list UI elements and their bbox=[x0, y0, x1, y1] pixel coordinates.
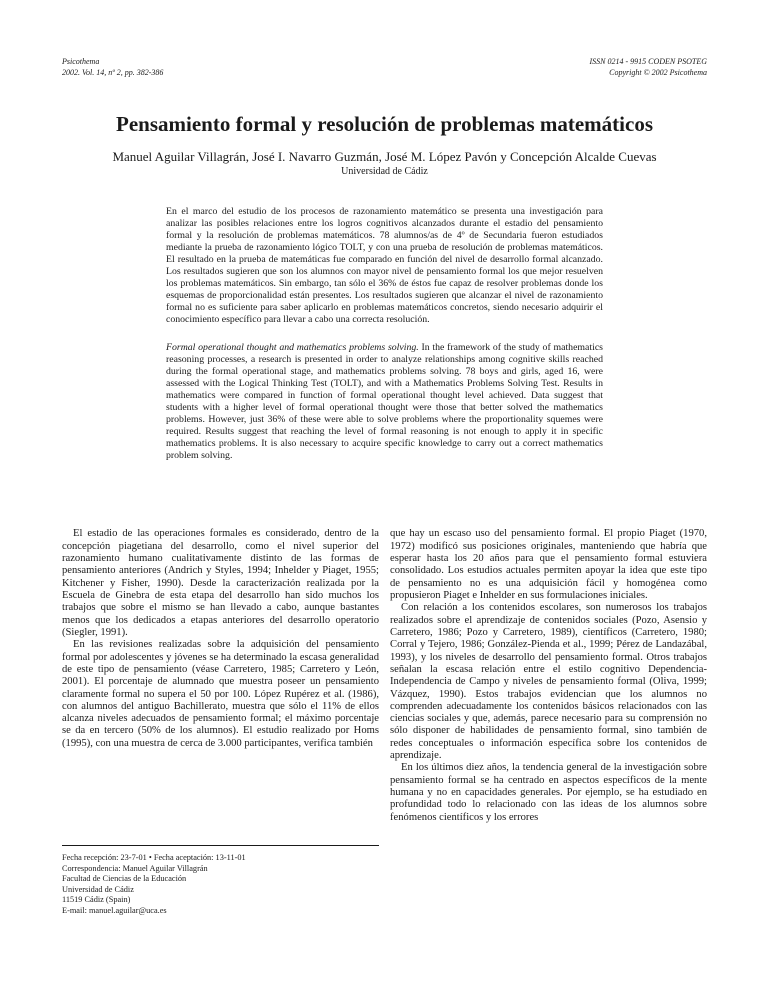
body-paragraph: En los últimos diez años, la tendencia general de la investigación sobre pensamiento formal se ha centrado en aspectos específicos de la mente humana y no en capacidades generales. Por ejemplo, se ha estudiado en profundidad todo lo relacionado con las ideas de los alumnos sobre fenómenos científicos y los errores bbox=[390, 762, 707, 823]
article-body bbox=[62, 528, 707, 916]
footnote-line: 11519 Cádiz (Spain) bbox=[62, 895, 131, 905]
journal-name: Psicothema bbox=[62, 57, 100, 66]
journal-issue: 2002. Vol. 14, nº 2, pp. 382-386 bbox=[62, 67, 164, 77]
footnote-line: Fecha recepción: 23-7-01 • Fecha aceptación: 13-11-01 bbox=[62, 853, 246, 863]
journal-info bbox=[62, 57, 163, 79]
paper-title: Pensamiento formal y resolución de problemas matemáticos bbox=[116, 111, 653, 136]
copyright-text: Copyright © 2002 Psicothema bbox=[609, 67, 707, 77]
issn-info bbox=[589, 57, 707, 79]
abstract-english-lead: Formal operational thought and mathematics problems solving. bbox=[166, 342, 419, 354]
right-column bbox=[390, 528, 707, 916]
abstract-english-body: In the framework of the study of mathematics reasoning processes, a research is presented in order to analyze relationships among cognitive skills reached during the formal operational stage, and mathematics problems solving. 78 boys and girls, aged 16, were assessed with the Logical Thinking Test (TOLT), and with a Mathematics Problems Solving Test. Results in mathematics were compared in function of formal operational thought level achieved. Data suggest that students with a higher level of formal operational thought were those that better solved the mathematics problems. However, just 36% of these were able to solve problems where the proportionality squemes were required. Results suggest that reaching the level of formal reasoning is not enough to apply it in specific mathematics problems. It is also necessary to acquire specific knowledge to carry out a correct mathematics problem solving. bbox=[166, 342, 603, 462]
authors-line: Manuel Aguilar Villagrán, José I. Navarro Guzmán, José M. López Pavón y Concepción Alcalde Cuevas bbox=[112, 148, 657, 164]
footnote-line: E-mail: manuel.aguilar@uca.es bbox=[62, 905, 167, 915]
issn-code: ISSN 0214 - 9915 CODEN PSOTEG bbox=[589, 57, 707, 66]
page-header bbox=[62, 57, 707, 79]
body-paragraph: En las revisiones realizadas sobre la adquisición del pensamiento formal por adolescentes y jóvenes se ha determinado la escasa generalidad de este tipo de pensamiento (véase Carretero, 1985; Carretero y León, 2001). El porcentaje de alumnado que muestra poseer un pensamiento claramente formal no supera el 50 por 100. López Rupérez et al. (1986), con alumnos del antiguo Bachillerato, muestra que sólo el 11% de ellos alcanza niveles adecuados de pensamiento formal; el máximo porcentaje se da en tercero (50% de los alumnos). El estudio realizado por Homs (1995), con una muestra de cerca de 3.000 participantes, verifica también bbox=[62, 639, 379, 749]
body-paragraph: El estadio de las operaciones formales es considerado, dentro de la concepción piagetiana del desarrollo, como el nivel superior del razonamiento humano cualitativamente distinto de las formas de pensamiento anteriores (Andrich y Styles, 1994; Inhelder y Piaget, 1955; Kitchener y Fisher, 1990). Desde la caracterización realizada por la Escuela de Ginebra de esta etapa del desarrollo han sido muchos los trabajos que sobre el mismo se han llevado a cabo, aunque bastantes menos que los dedicados a etapas anteriores del desarrollo operatorio (Siegler, 1991). bbox=[62, 528, 379, 638]
body-paragraph: que hay un escaso uso del pensamiento formal. El propio Piaget (1970, 1972) modificó sus posiciones originales, manteniendo que habría que esperar hasta los 20 años para que el pensamiento formal estuviera consolidado. Los estudios actuales permiten apoyar la idea que este tipo de pensamiento no es una adquisición fácil y homogénea como propusieron Piaget e Inhelder en sus formulaciones iniciales. bbox=[390, 528, 707, 601]
footnote-line: Facultad de Ciencias de la Educación bbox=[62, 874, 187, 884]
abstract-spanish: En el marco del estudio de los procesos de razonamiento matemático se presenta una investigación para analizar las posibles relaciones entre los logros cognitivos alcanzados durante el estadio del pensamiento formal y la resolución de problemas matemáticos. 78 alumnos/as de 4º de Secundaria fueron estudiados mediante la prueba de razonamiento lógico TOLT, y con una prueba de resolución de problemas matemáticos. El resultado en la prueba de matemáticas fue comparado en función del nivel de desarrollo formal alcanzado. Los resultados sugieren que son los alumnos con mayor nivel de pensamiento formal los que mejor resuelven los problemas matemáticos. Sin embargo, tan sólo el 36% de éstos fue capaz de resolver problemas donde los esquemas de proporcionalidad están presentes. Los resultados sugieren que alcanzar el nivel de razonamiento formal no es suficiente para saber aplicarlo en problemas matemáticos concretos, siendo necesario adquirir el conocimiento específico para llevar a cabo una correcta resolución. bbox=[166, 206, 603, 326]
body-paragraph: Con relación a los contenidos escolares, son numerosos los trabajos realizados sobre el aprendizaje de contenidos sociales (Pozo, Asensio y Carretero, 1986; Pozo y Carretero, 1989), científicos (Carretero, 1980; Corral y Tejero, 1986; González-Pienda et al., 1999; Pérez de Landazábal, 1993), y los niveles de desarrollo del pensamiento formal. Otros trabajos señalan la escasa relación entre el estilo cognitivo Dependencia-Independencia de Campo y niveles de pensamiento formal (Oliva, 1999; Vázquez, 1990). Estos trabajos evidencian que los alumnos no comprenden adecuadamente los contenidos básicos relacionados con las ciencias sociales y que, además, parece necesario para su comprensión no sólo disponer de habilidades de pensamiento formal, sino también de redes conceptuales o información específica sobre los contenidos de aprendizaje. bbox=[390, 602, 707, 762]
footnote-section bbox=[62, 845, 379, 916]
abstract-english bbox=[166, 342, 603, 462]
footnote-line: Universidad de Cádiz bbox=[62, 884, 134, 894]
affiliation-line: Universidad de Cádiz bbox=[341, 166, 428, 178]
abstract-section bbox=[166, 206, 603, 462]
left-column bbox=[62, 528, 379, 916]
footnote-line: Correspondencia: Manuel Aguilar Villagrán bbox=[62, 863, 208, 873]
